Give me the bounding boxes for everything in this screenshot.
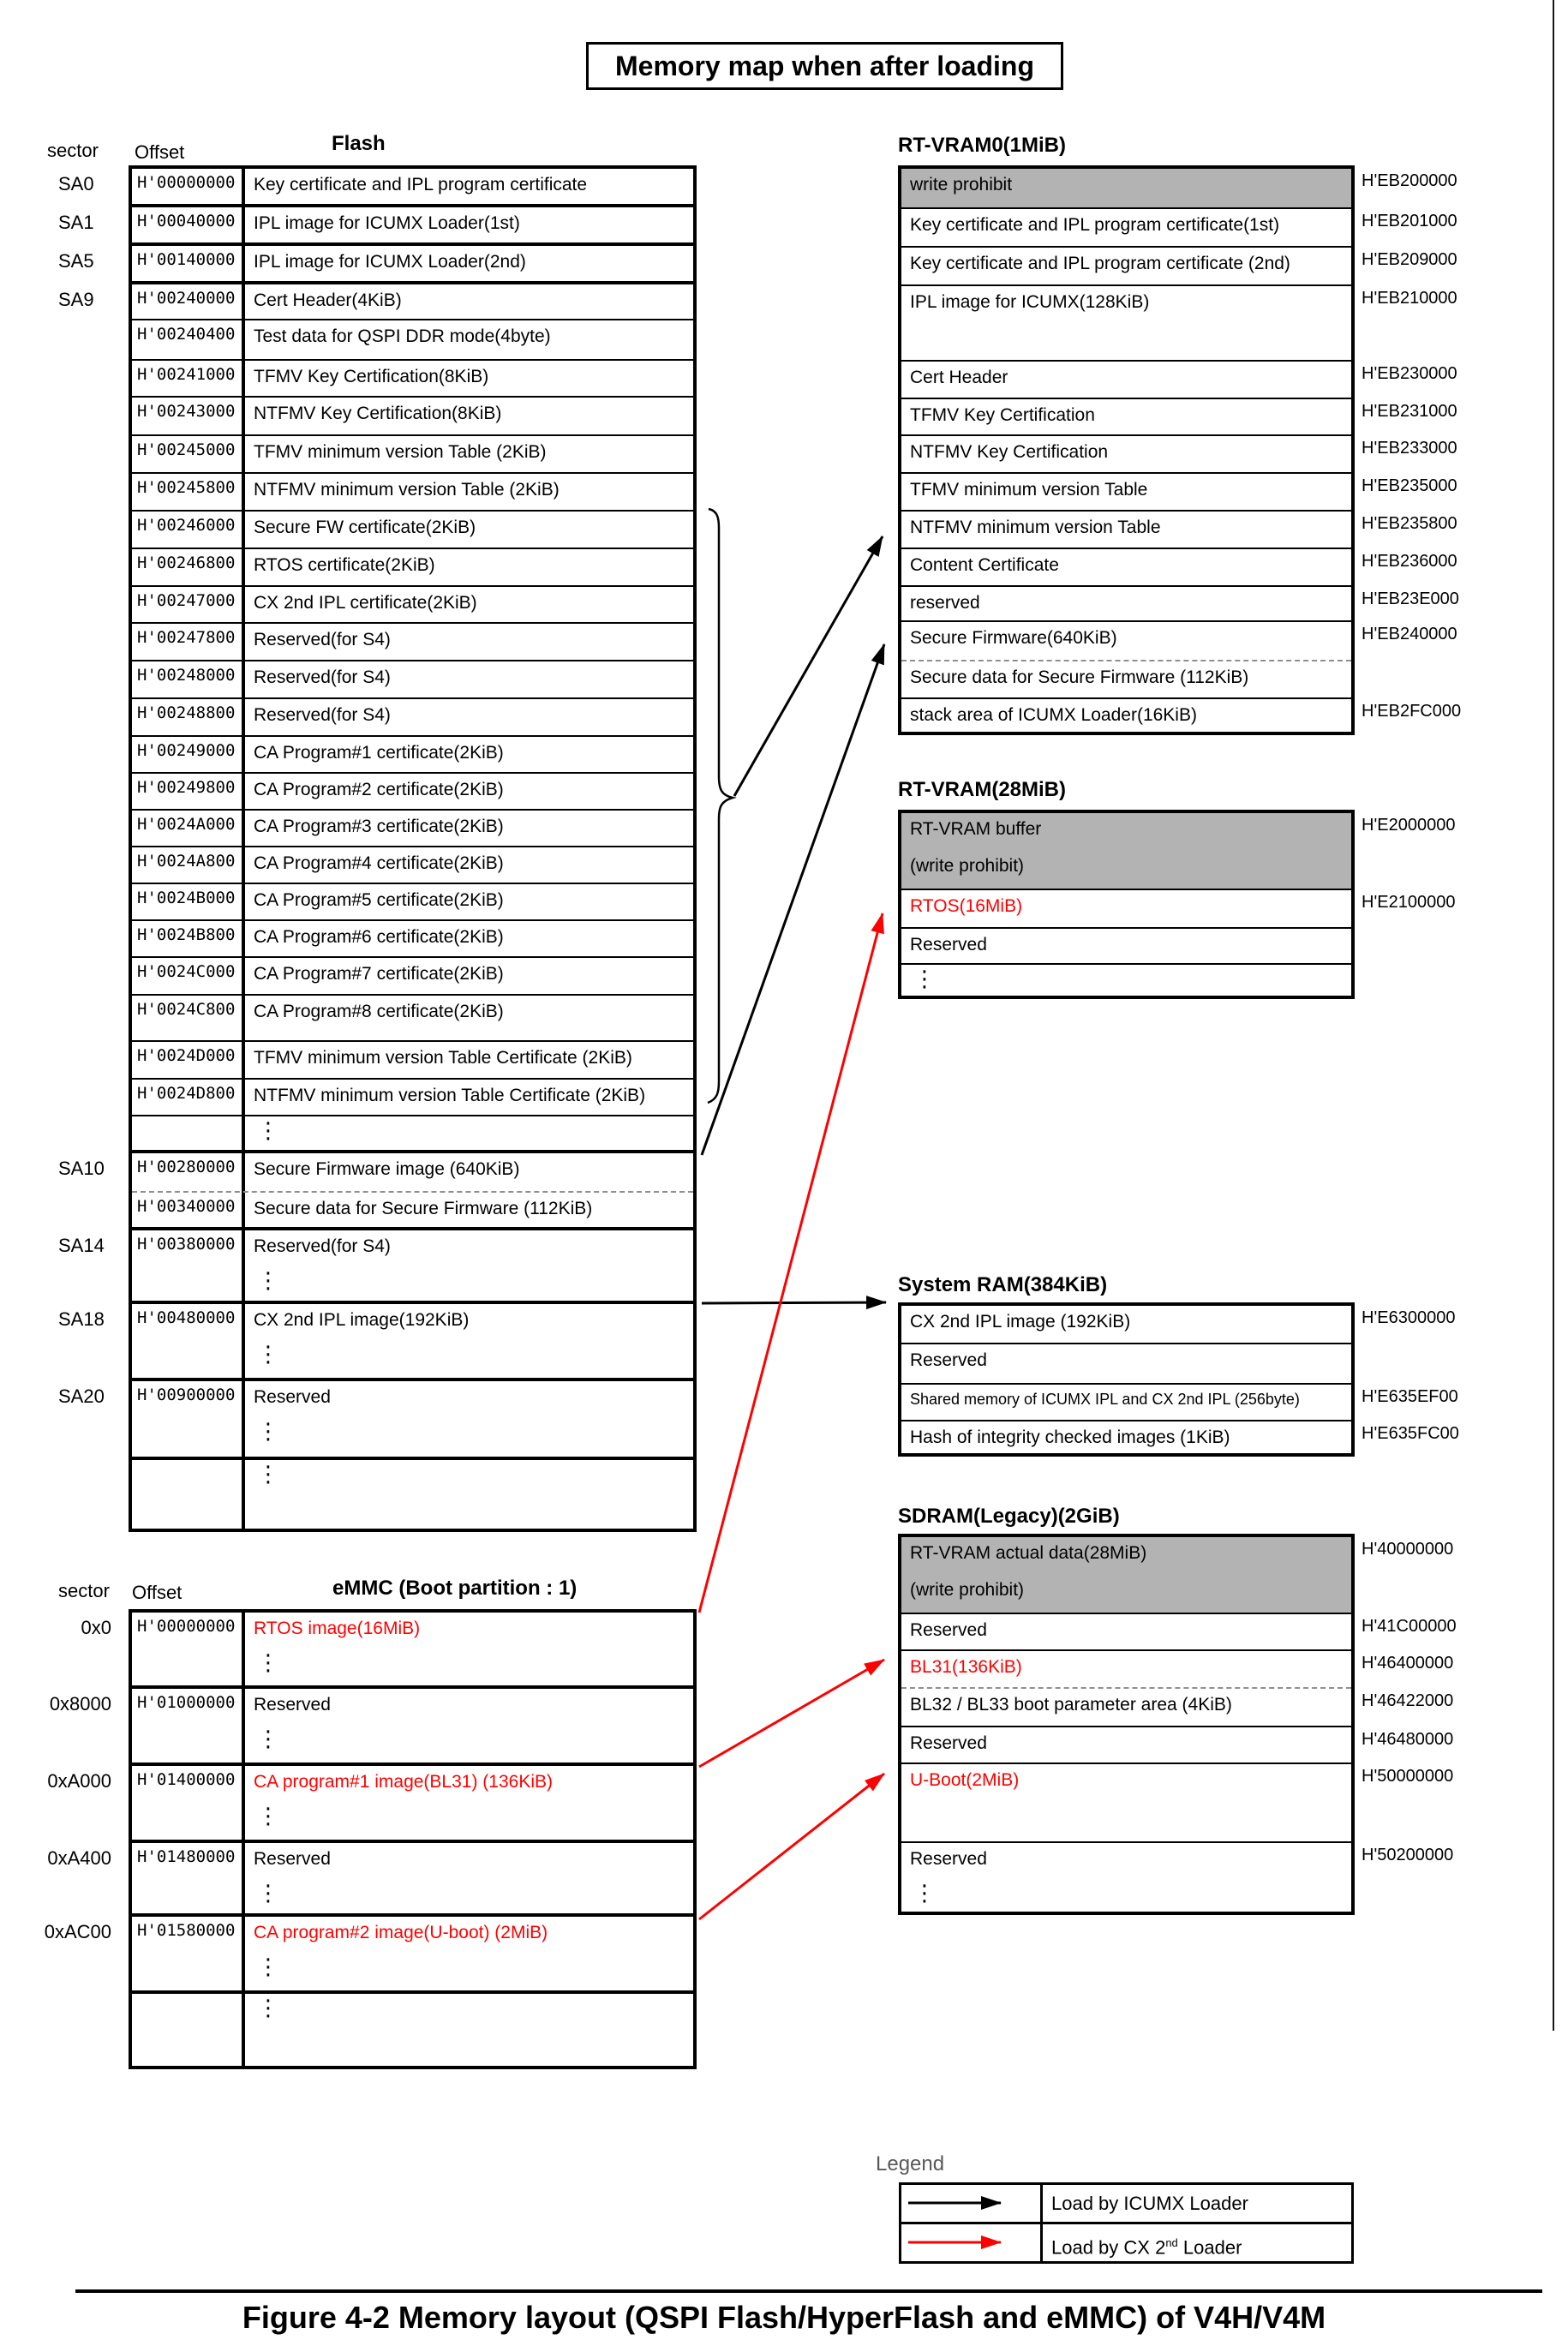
- memory-row: [132, 320, 693, 361]
- memory-row: [132, 996, 693, 1042]
- row-label: Reserved: [910, 1620, 987, 1640]
- row-label: U-Boot(2MiB): [910, 1770, 1020, 1790]
- memory-row: [901, 1344, 1351, 1385]
- memory-row: [132, 361, 693, 398]
- row-label: reserved: [910, 593, 980, 613]
- row-label: TFMV Key Certification(8KiB): [254, 367, 489, 386]
- memory-row: [901, 474, 1457, 512]
- rt-vram0-table: [898, 165, 1462, 735]
- memory-row: [901, 622, 1457, 661]
- row-label: Test data for QSPI DDR mode(4byte): [254, 326, 551, 346]
- memory-row: [901, 169, 1457, 209]
- legend-red-arrow-icon: [901, 2224, 1043, 2261]
- address-label: H'EB231000: [1362, 402, 1457, 421]
- row-label: RT-VRAM buffer: [910, 819, 1042, 839]
- row-label: TFMV minimum version Table Certificate (2KiB): [254, 1048, 632, 1068]
- emmc-offset-header: Offset: [132, 1582, 183, 1603]
- sector-label: 0xA000: [47, 1770, 111, 1792]
- memory-row: [58, 1304, 693, 1381]
- offset-cell: H'00140000: [137, 250, 236, 269]
- address-label: H'E635FC00: [1362, 1424, 1459, 1443]
- ellipsis: ⋮: [257, 1462, 279, 1487]
- row-label: TFMV minimum version Table (2KiB): [254, 442, 547, 462]
- memory-row: [132, 699, 693, 737]
- memory-row: [132, 512, 693, 549]
- row-label: CA Program#3 certificate(2KiB): [254, 817, 504, 836]
- memory-row: [132, 474, 693, 512]
- address-label: H'E2100000: [1362, 893, 1456, 912]
- legend-black-arrow-icon: [901, 2185, 1043, 2222]
- address-label: H'EB210000: [1362, 289, 1457, 308]
- address-label: H'E6300000: [1362, 1308, 1456, 1327]
- memory-row: [58, 246, 693, 284]
- offset-cell: H'0024B800: [137, 925, 236, 944]
- ellipsis: ⋮: [257, 1804, 279, 1829]
- arrow-cx2nd-ipl-to-system-ram: [702, 1302, 886, 1303]
- row-label: Reserved: [254, 1849, 331, 1869]
- memory-row: [901, 1727, 1454, 1764]
- offset-cell: H'00249000: [137, 741, 236, 760]
- row-label: Hash of integrity checked images (1KiB): [910, 1427, 1230, 1447]
- memory-row: [901, 286, 1457, 362]
- section-title-system-ram: System RAM(384KiB): [898, 1273, 1108, 1296]
- ellipsis: ⋮: [257, 1118, 279, 1144]
- address-label: H'40000000: [1362, 1540, 1454, 1559]
- address-label: H'EB230000: [1362, 364, 1457, 383]
- row-label: CX 2nd IPL image (192KiB): [910, 1312, 1131, 1332]
- row-label: CX 2nd IPL certificate(2KiB): [254, 593, 477, 613]
- legend: [899, 2182, 1354, 2264]
- offset-cell: H'00245800: [137, 478, 236, 497]
- sector-label: 0xA400: [47, 1847, 111, 1869]
- address-label: H'EB200000: [1362, 171, 1457, 190]
- memory-row: [901, 1764, 1454, 1843]
- memory-row: [901, 209, 1457, 248]
- system-ram-table: [898, 1302, 1459, 1457]
- memory-row: [132, 774, 693, 811]
- memory-row: [901, 890, 1456, 929]
- address-label: H'EB233000: [1362, 439, 1457, 458]
- legend-row-cx: [901, 2224, 1351, 2261]
- address-label: H'EB201000: [1362, 212, 1457, 230]
- memory-row: [58, 169, 693, 207]
- row-label: Content Certificate: [910, 555, 1059, 575]
- memory-row: [901, 699, 1462, 739]
- legend-row-icumx: [901, 2185, 1351, 2224]
- flash-table-title: Flash: [332, 132, 386, 155]
- row-label: IPL image for ICUMX(128KiB): [910, 292, 1150, 312]
- offset-cell: H'0024A800: [137, 852, 236, 871]
- row-label: Secure FW certificate(2KiB): [254, 518, 476, 537]
- arrow-ca1-bl31-to-sdram: [699, 1660, 884, 1767]
- offset-cell: H'00247000: [137, 591, 236, 610]
- offset-cell: H'00249800: [137, 778, 236, 797]
- offset-cell: H'0024A000: [137, 815, 236, 834]
- row-label: RT-VRAM actual data(28MiB): [910, 1543, 1147, 1563]
- memory-row: [132, 549, 693, 587]
- page-right-border: [1553, 0, 1554, 2031]
- sector-label: SA20: [58, 1385, 105, 1407]
- offset-cell: H'00241000: [137, 365, 236, 384]
- memory-row: [901, 661, 1351, 699]
- ellipsis: ⋮: [257, 1268, 279, 1294]
- memory-row: [47, 1843, 693, 1917]
- memory-row: [901, 248, 1457, 286]
- memory-row: [49, 1689, 693, 1766]
- arrow-ca2-uboot-to-sdram: [699, 1774, 884, 1919]
- ellipsis: ⋮: [257, 1419, 279, 1445]
- sector-label: 0x8000: [49, 1693, 111, 1715]
- address-label: H'EB2FC000: [1362, 702, 1462, 721]
- row-label: BL31(136KiB): [910, 1657, 1022, 1677]
- offset-cell: H'00900000: [137, 1385, 236, 1404]
- memory-row: [132, 624, 693, 661]
- row-label: CX 2nd IPL image(192KiB): [254, 1310, 470, 1330]
- memory-row: [901, 436, 1457, 474]
- section-title-rt-vram: RT-VRAM(28MiB): [898, 778, 1066, 801]
- ellipsis: ⋮: [913, 967, 936, 992]
- row-label: Reserved(for S4): [254, 705, 391, 725]
- offset-cell: H'0024C800: [137, 1000, 236, 1019]
- memory-row: [44, 1917, 693, 1994]
- row-label: CA Program#4 certificate(2KiB): [254, 853, 504, 873]
- memory-row: [132, 1080, 693, 1116]
- address-label: H'46480000: [1362, 1730, 1454, 1749]
- row-label: NTFMV minimum version Table Certificate (2KiB): [254, 1086, 646, 1105]
- legend-label-cx-post: Loader: [1177, 2236, 1242, 2259]
- offset-cell: H'00000000: [137, 1617, 236, 1636]
- memory-row: [132, 1193, 693, 1230]
- address-label: H'50000000: [1362, 1767, 1454, 1786]
- sector-label: 0xAC00: [44, 1921, 111, 1942]
- row-label: Reserved(for S4): [254, 667, 391, 687]
- certificates-brace: [708, 509, 733, 1103]
- diagram-title: [586, 42, 1063, 90]
- sector-label: SA10: [58, 1158, 105, 1179]
- address-label: H'EB240000: [1362, 625, 1457, 643]
- address-label: H'EB235000: [1362, 476, 1457, 495]
- legend-label-cx-pre: Load by CX 2: [1051, 2236, 1166, 2259]
- sector-label: SA9: [58, 289, 94, 310]
- memory-row: [901, 1421, 1459, 1460]
- row-label: NTFMV minimum version Table: [910, 518, 1161, 537]
- memory-row: [132, 958, 693, 996]
- flash-table: [58, 165, 697, 1532]
- row-label: Reserved: [910, 1350, 987, 1370]
- row-label: Key certificate and IPL program certificate: [254, 175, 588, 195]
- section-title-rt-vram0: RT-VRAM0(1MiB): [898, 134, 1066, 157]
- ellipsis: ⋮: [257, 1650, 279, 1676]
- memory-row: [901, 813, 1456, 890]
- row-label: Secure Firmware(640KiB): [910, 628, 1117, 648]
- memory-row: [47, 1766, 693, 1843]
- flash-offset-header: Offset: [135, 141, 185, 163]
- row-label: CA program#2 image(U-boot) (2MiB): [254, 1923, 548, 1942]
- row-label: Cert Header(4KiB): [254, 290, 402, 310]
- row-label: RTOS(16MiB): [910, 896, 1023, 916]
- row-label: NTFMV Key Certification: [910, 442, 1109, 462]
- row-label: NTFMV Key Certification(8KiB): [254, 404, 502, 423]
- address-label: H'50200000: [1362, 1846, 1454, 1864]
- row-label: Reserved(for S4): [254, 630, 391, 649]
- row-label: IPL image for ICUMX Loader(1st): [254, 213, 520, 233]
- offset-cell: H'00247800: [137, 628, 236, 647]
- legend-heading: Legend: [876, 2152, 945, 2175]
- address-label: H'E635EF00: [1362, 1387, 1458, 1406]
- row-label: CA Program#6 certificate(2KiB): [254, 927, 504, 947]
- offset-cell: H'00245000: [137, 440, 236, 459]
- memory-row: [58, 284, 693, 320]
- row-label: IPL image for ICUMX Loader(2nd): [254, 252, 526, 272]
- offset-cell: H'00040000: [137, 212, 236, 230]
- address-label: H'E2000000: [1362, 816, 1456, 835]
- memory-row: [58, 1153, 693, 1193]
- offset-cell: H'0024D000: [137, 1046, 236, 1065]
- row-label: NTFMV minimum version Table (2KiB): [254, 480, 560, 500]
- ellipsis: ⋮: [257, 1881, 279, 1906]
- offset-cell: H'00248800: [137, 703, 236, 722]
- caption-divider: [75, 2289, 1542, 2293]
- row-label: TFMV minimum version Table: [910, 480, 1148, 500]
- row-label: CA Program#1 certificate(2KiB): [254, 743, 504, 763]
- flash-sector-header: sector: [47, 140, 99, 161]
- row-label: Reserved: [910, 1733, 987, 1753]
- figure-caption: Figure 4-2 Memory layout (QSPI Flash/HyperFlash and eMMC) of V4H/V4M: [242, 2300, 1326, 2335]
- memory-row: [132, 1042, 693, 1080]
- memory-row: [132, 1460, 693, 1535]
- row-label: Secure data for Secure Firmware (112KiB): [910, 667, 1249, 687]
- arrow-rtos-image-to-rtvram: [699, 913, 883, 1613]
- ellipsis: ⋮: [257, 1727, 279, 1752]
- memory-row: [901, 1689, 1454, 1727]
- row-label: BL32 / BL33 boot parameter area (4KiB): [910, 1695, 1232, 1715]
- memory-row: [901, 1843, 1454, 1918]
- row-label: Reserved: [910, 935, 987, 955]
- address-label: H'41C00000: [1362, 1617, 1457, 1636]
- row-label-2: (write prohibit): [910, 1580, 1025, 1600]
- row-label: CA Program#7 certificate(2KiB): [254, 964, 504, 984]
- address-label: H'EB23E000: [1362, 589, 1459, 608]
- memory-row: [132, 436, 693, 474]
- sector-label: SA14: [58, 1235, 105, 1256]
- address-label: H'EB235800: [1362, 514, 1457, 533]
- ellipsis: ⋮: [257, 1342, 279, 1368]
- sector-label: SA0: [58, 173, 94, 195]
- legend-label-cx: [1043, 2224, 1351, 2261]
- memory-row: [901, 929, 1351, 965]
- row-label: Reserved: [254, 1695, 331, 1715]
- offset-cell: H'00280000: [137, 1158, 236, 1176]
- memory-row: [132, 811, 693, 847]
- offset-cell: H'00480000: [137, 1308, 236, 1327]
- ellipsis: ⋮: [913, 1881, 936, 1906]
- emmc-table: [44, 1609, 697, 2069]
- emmc-table-title: eMMC (Boot partition : 1): [332, 1577, 578, 1600]
- offset-cell: H'0024B000: [137, 889, 236, 907]
- offset-cell: H'00246000: [137, 516, 236, 535]
- offset-cell: H'00340000: [137, 1197, 236, 1216]
- memory-row: [132, 587, 693, 624]
- memory-row: [901, 587, 1459, 622]
- memory-row: [132, 661, 693, 699]
- row-label: stack area of ICUMX Loader(16KiB): [910, 705, 1197, 725]
- address-label: H'46422000: [1362, 1691, 1454, 1710]
- arrow-certificates-to-rtvram0: [734, 536, 883, 796]
- row-label: Reserved(for S4): [254, 1236, 391, 1256]
- offset-cell: H'00243000: [137, 402, 236, 421]
- row-label: write prohibit: [910, 175, 1013, 195]
- memory-row: [901, 399, 1457, 436]
- offset-cell: H'0024C000: [137, 962, 236, 981]
- row-label: Secure Firmware image (640KiB): [254, 1159, 520, 1179]
- legend-label-cx-sup: nd: [1165, 2236, 1178, 2249]
- address-label: H'EB236000: [1362, 552, 1457, 571]
- ellipsis: ⋮: [257, 1954, 279, 1980]
- ellipsis: ⋮: [257, 1996, 279, 2021]
- memory-row: [58, 207, 693, 246]
- row-label: CA Program#2 certificate(2KiB): [254, 780, 504, 799]
- offset-cell: H'00240400: [137, 325, 236, 344]
- row-label: Secure data for Secure Firmware (112KiB): [254, 1199, 593, 1218]
- sector-label: 0x0: [81, 1617, 111, 1638]
- memory-row: [901, 1385, 1458, 1421]
- offset-cell: H'01400000: [137, 1770, 236, 1789]
- memory-row: [132, 884, 693, 921]
- memory-row: [81, 1613, 693, 1689]
- offset-cell: H'01480000: [137, 1847, 236, 1866]
- arrow-secure-firmware-to-rtvram0: [702, 644, 884, 1155]
- row-label: RTOS certificate(2KiB): [254, 555, 435, 575]
- row-label: CA program#1 image(BL31) (136KiB): [254, 1772, 554, 1792]
- memory-row: [901, 1306, 1456, 1344]
- row-label: CA Program#8 certificate(2KiB): [254, 1002, 504, 1021]
- row-label: CA Program#5 certificate(2KiB): [254, 890, 504, 910]
- address-label: H'EB209000: [1362, 250, 1457, 269]
- row-label: RTOS image(16MiB): [254, 1619, 421, 1638]
- memory-row: [901, 362, 1457, 399]
- row-label-2: (write prohibit): [910, 856, 1025, 876]
- offset-cell: H'00380000: [137, 1235, 236, 1254]
- offset-cell: H'00240000: [137, 289, 236, 308]
- address-label: H'46400000: [1362, 1654, 1454, 1673]
- row-label: Key certificate and IPL program certificate (2nd): [910, 254, 1290, 273]
- memory-row: [58, 1230, 693, 1304]
- memory-row: [901, 549, 1457, 587]
- sector-label: SA18: [58, 1308, 105, 1330]
- memory-row: [901, 965, 1351, 1002]
- offset-cell: H'00246800: [137, 554, 236, 572]
- memory-row: [132, 398, 693, 436]
- memory-row: [901, 512, 1457, 549]
- memory-row: [132, 1994, 693, 2073]
- sdram-table: [898, 1534, 1457, 1915]
- row-label: Reserved: [910, 1849, 987, 1869]
- sector-label: SA1: [58, 212, 94, 233]
- offset-cell: H'0024D800: [137, 1084, 236, 1103]
- offset-cell: H'00000000: [137, 173, 236, 192]
- section-title-sdram: SDRAM(Legacy)(2GiB): [898, 1505, 1120, 1528]
- legend-label-icumx: Load by ICUMX Loader: [1051, 2193, 1248, 2214]
- offset-cell: H'00248000: [137, 666, 236, 685]
- row-label: Reserved: [254, 1387, 331, 1407]
- memory-row: [132, 737, 693, 774]
- rt-vram-table: [898, 810, 1456, 999]
- memory-row: [132, 847, 693, 884]
- row-label: TFMV Key Certification: [910, 405, 1095, 425]
- memory-row: [901, 1651, 1454, 1689]
- offset-cell: H'01000000: [137, 1693, 236, 1712]
- memory-row: [901, 1614, 1457, 1651]
- diagram-title-text: Memory map when after loading: [615, 51, 1034, 81]
- sector-label: SA5: [58, 250, 94, 272]
- memory-row: [132, 921, 693, 958]
- row-label: Shared memory of ICUMX IPL and CX 2nd IPL (256byte): [910, 1391, 1300, 1408]
- row-label: Key certificate and IPL program certificate(1st): [910, 215, 1280, 235]
- row-label: Cert Header: [910, 368, 1008, 387]
- offset-cell: H'01580000: [137, 1921, 236, 1940]
- memory-row: [901, 1537, 1454, 1614]
- memory-row: [132, 1116, 693, 1153]
- memory-row: [58, 1381, 693, 1460]
- emmc-sector-header: sector: [58, 1580, 110, 1601]
